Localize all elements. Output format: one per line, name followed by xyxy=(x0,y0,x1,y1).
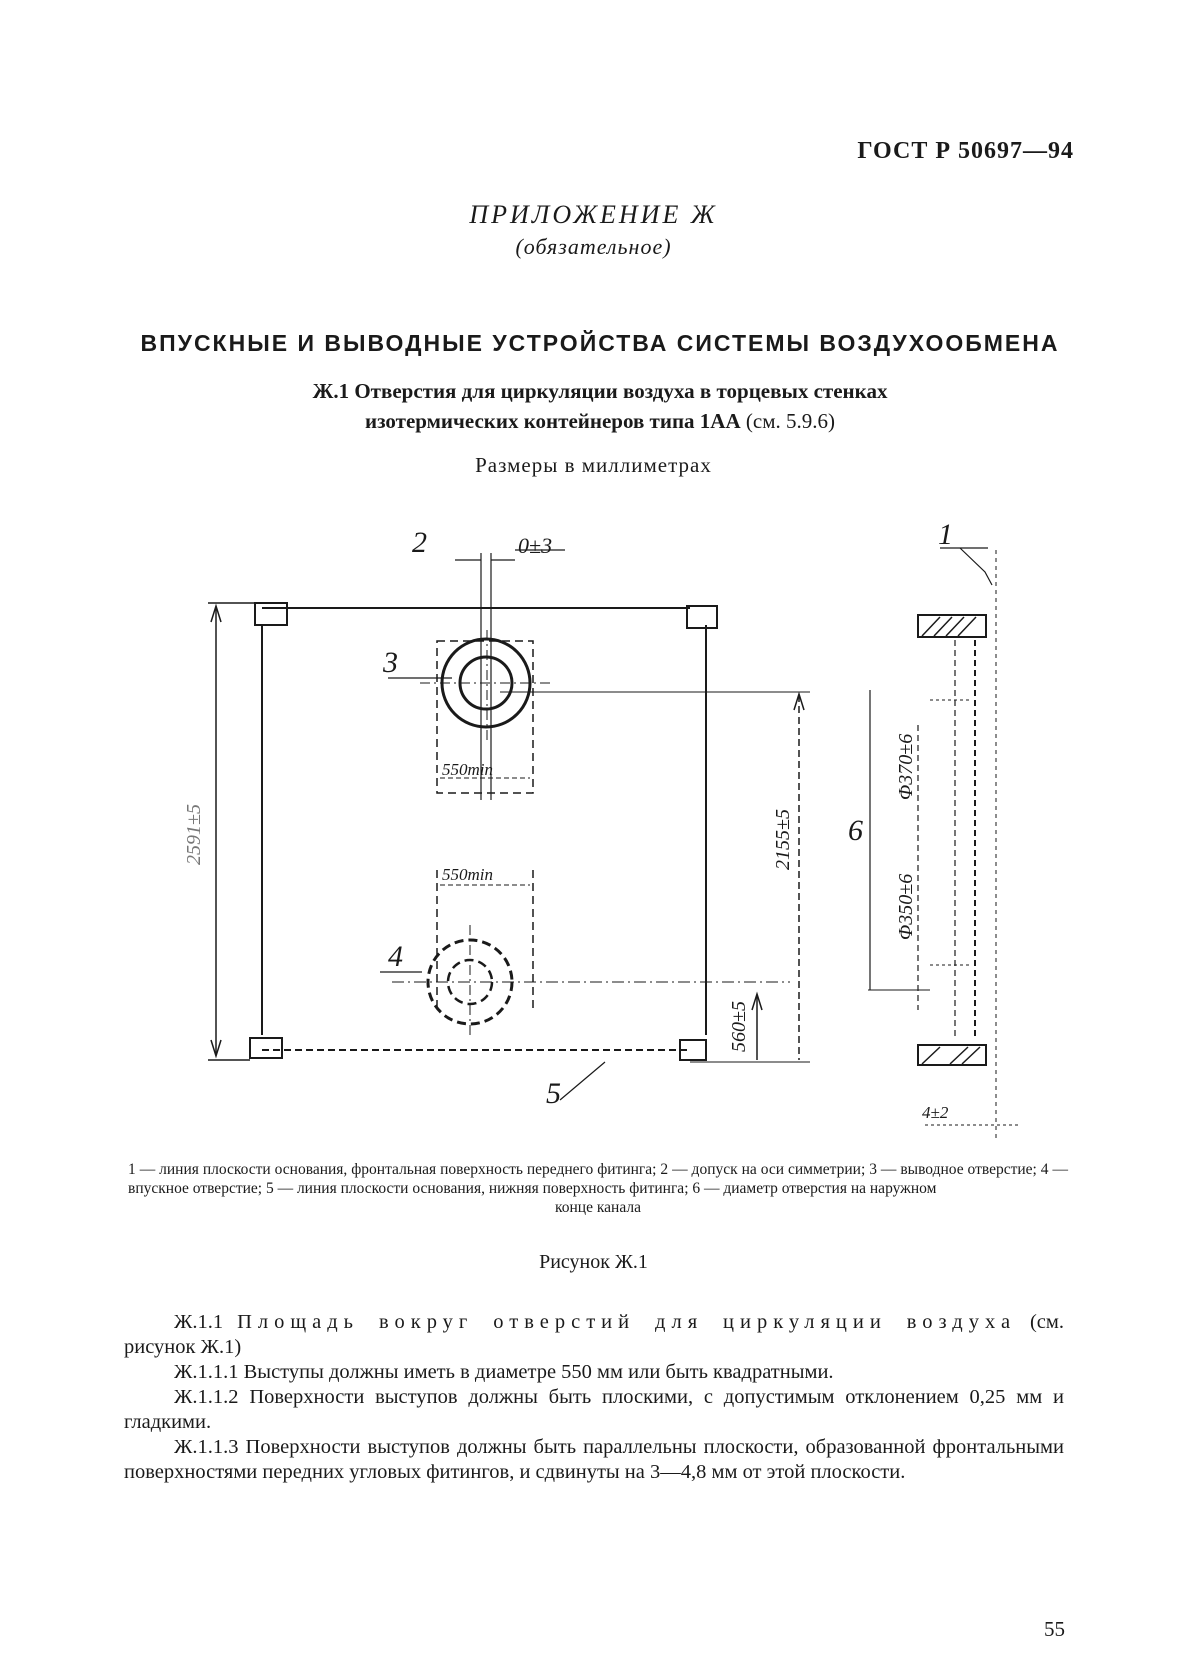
paragraph-3: Ж.1.1.2 Поверхности выступов должны быть плоскими, с допустимым отклонением 0,25 мм и гладкими. xyxy=(124,1386,1064,1433)
figure-drawing xyxy=(0,500,1187,1140)
callout-5: 5 xyxy=(546,1077,561,1110)
dim-height-upper: 2155±5 xyxy=(772,809,794,870)
paragraph-2: Ж.1.1.1 Выступы должны иметь в диаметре 550 мм или быть квадратными. xyxy=(174,1361,834,1383)
dim-offset: 4±2 xyxy=(922,1103,949,1122)
appendix-title: ПРИЛОЖЕНИЕ Ж xyxy=(469,200,718,229)
dim-tolerance: 0±3 xyxy=(518,533,553,558)
callout-4: 4 xyxy=(388,940,403,973)
paragraph-1-number: Ж.1.1 xyxy=(174,1311,224,1333)
callout-5-leader xyxy=(560,1062,605,1100)
figure-caption xyxy=(128,1160,1068,1217)
paragraph-1 xyxy=(124,1310,1064,1360)
appendix-subtitle: (обязательное) xyxy=(515,234,672,259)
corner-fitting-tl xyxy=(255,603,287,625)
dimensions-note: Размеры в миллиметрах xyxy=(475,453,712,477)
dim-diameter-outer: Φ370±6 xyxy=(895,733,917,800)
section-hatching xyxy=(922,617,980,1064)
body-text xyxy=(124,1310,1064,1485)
dim-height-lower: 560±5 xyxy=(728,1001,750,1052)
corner-fitting-bl xyxy=(250,1038,282,1058)
dim-total-height: 2591±5 xyxy=(183,804,205,865)
callout-1-arrow xyxy=(960,548,992,585)
section-title-line2-text: изотермических контейнеров типа 1АА xyxy=(364,409,741,433)
corner-fitting-tr xyxy=(687,606,717,628)
paragraph-1-ref: (см. рисунок Ж.1) xyxy=(124,1311,1065,1358)
paragraph-1-title: Площадь вокруг отверстий для циркуляции воздуха xyxy=(237,1311,1017,1333)
caption-main: 1 — линия плоскости основания, фронтальная поверхность переднего фитинга; 2 — допуск на оси симметрии; 3 — выводное отверстие; 4 — впускное отверстие; 5 — линия плоскости основания, нижняя поверхность фитинга; 6 — диаметр отверстия на наружном xyxy=(128,1161,1068,1197)
caption-end: конце канала xyxy=(555,1199,641,1216)
callout-2: 2 xyxy=(412,526,427,559)
dim-width-upper: 550min xyxy=(442,760,493,779)
section-title xyxy=(220,376,980,436)
page-number: 55 xyxy=(1044,1617,1065,1641)
paragraph-4: Ж.1.1.3 Поверхности выступов должны быть параллельны плоскости, образованной фронтальными поверхностями передних угловых фитингов, и сдвинуты на 3—4,8 мм от этой плоскости. xyxy=(124,1436,1064,1483)
callout-3: 3 xyxy=(383,646,398,679)
section-title-line2 xyxy=(220,406,980,436)
callout-1: 1 xyxy=(938,518,953,551)
dim-diameter-inner: Φ350±6 xyxy=(895,873,917,940)
section-title-ref: (см. 5.9.6) xyxy=(745,409,835,433)
main-title: ВПУСКНЫЕ И ВЫВОДНЫЕ УСТРОЙСТВА СИСТЕМЫ ВОЗДУХООБМЕНА xyxy=(140,330,1060,356)
standard-code: ГОСТ Р 50697—94 xyxy=(857,138,1074,164)
section-title-line1: Ж.1 Отверстия для циркуляции воздуха в торцевых стенках xyxy=(312,379,888,403)
callout-6: 6 xyxy=(848,814,863,847)
figure-label: Рисунок Ж.1 xyxy=(539,1251,648,1273)
dim-width-lower: 550min xyxy=(442,865,493,884)
